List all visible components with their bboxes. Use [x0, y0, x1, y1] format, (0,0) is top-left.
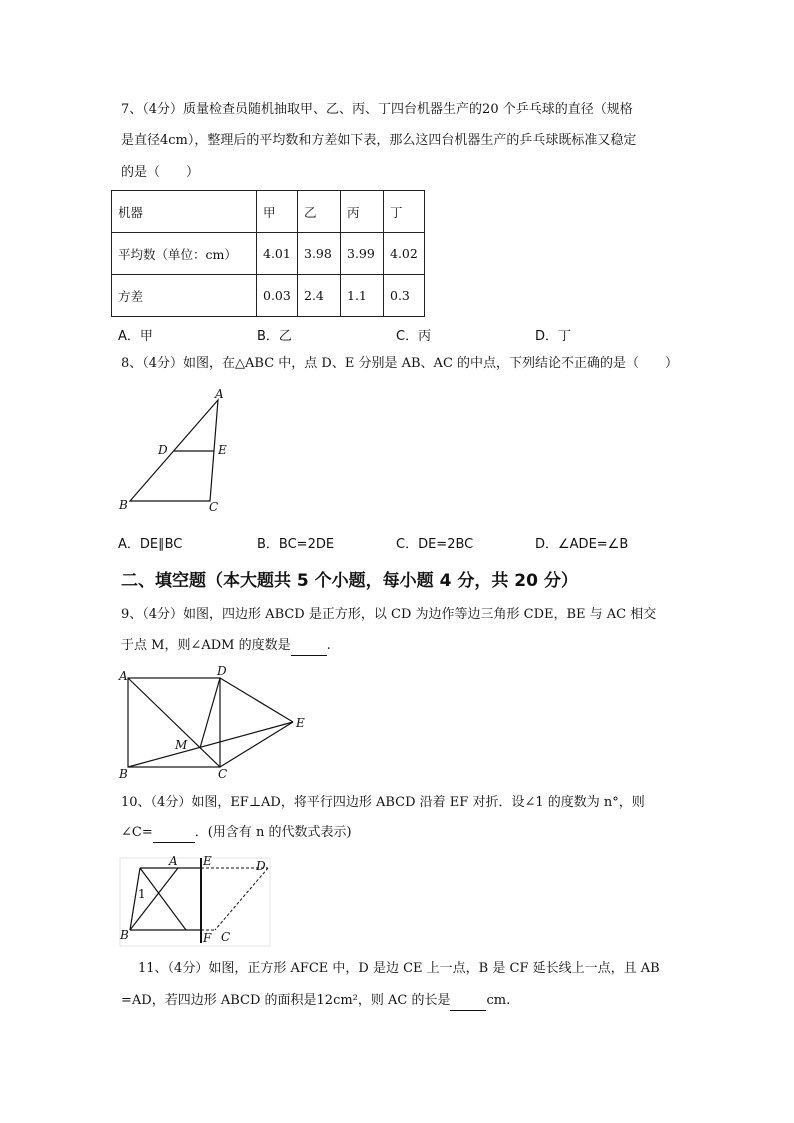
table-cell: 机器	[112, 191, 257, 233]
q7-text-line2: 是直径4cm），整理后的平均数和方差如下表，那么这四台机器生产的乒乓球既标准又稳定	[121, 133, 637, 148]
label-e: E	[218, 443, 227, 457]
table-cell: 方差	[112, 275, 257, 317]
table-cell: 3.99	[341, 233, 384, 275]
q9-text-line2	[121, 637, 331, 656]
q9-answer-blank[interactable]	[291, 637, 327, 656]
q11-text-line2	[121, 992, 510, 1011]
q8-option-a[interactable]: A．DE∥BC	[118, 537, 183, 552]
q9-text-line1: 9、（4分）如图，四边形 ABCD 是正方形，以 CD 为边作等边三角形 CDE，BE 与 AC 相交	[121, 607, 657, 622]
q7-text-line3: 的是（ ）	[121, 165, 200, 180]
q8-option-d[interactable]: D．∠ADE=∠B	[535, 537, 629, 552]
q8-text: 8、（4分）如图，在△ABC 中，点 D、E 分别是 AB、AC 的中点，下列结论不正确的是（ ）	[121, 356, 679, 371]
label-d: D	[158, 443, 168, 457]
table-cell: 1.1	[341, 275, 384, 317]
table-cell: 0.3	[384, 275, 425, 317]
q7-option-c[interactable]: C．丙	[396, 329, 432, 344]
table-cell: 甲	[257, 191, 298, 233]
table-cell: 0.03	[257, 275, 298, 317]
q9-text-before-blank: 于点 M，则∠ADM 的度数是	[121, 638, 291, 653]
q10-text-before-blank: ∠C=	[121, 825, 153, 840]
table-cell: 4.02	[384, 233, 425, 275]
q11-text-before-blank: =AD，若四边形 ABCD 的面积是12cm²，则 AC 的长是	[121, 993, 451, 1008]
q10-text-line1: 10、（4分）如图，EF⊥AD，将平行四边形 ABCD 沿着 EF 对折．设∠1 的度数为 n°，则	[121, 795, 645, 810]
label-d: D	[217, 664, 227, 678]
label-angle-1: 1	[138, 887, 146, 901]
label-a: A	[119, 669, 128, 683]
segment-ce	[220, 722, 293, 767]
q7-option-d[interactable]: D．丁	[535, 329, 572, 344]
label-a: A	[215, 387, 224, 401]
q10-text-after-blank: ．(用含有 n 的代数式表示)	[194, 825, 352, 840]
table-cell: 丁	[384, 191, 425, 233]
table-cell: 4.01	[257, 233, 298, 275]
segment-dm	[200, 678, 220, 748]
table-cell: 平均数（单位：cm）	[112, 233, 257, 275]
q9-text-after-blank: .	[326, 638, 331, 653]
label-e: E	[296, 716, 305, 730]
q7-option-b[interactable]: B．乙	[257, 329, 292, 344]
q10-text-line2	[121, 824, 352, 843]
label-e: E	[203, 854, 212, 868]
segment-de	[220, 678, 293, 722]
table-cell: 3.98	[298, 233, 341, 275]
label-c: C	[218, 767, 228, 781]
label-f: F	[203, 931, 212, 945]
label-c: C	[221, 930, 231, 944]
label-b: B	[119, 767, 128, 781]
label-a: A	[169, 854, 178, 868]
label-m: M	[175, 738, 188, 752]
table-cell: 2.4	[298, 275, 341, 317]
q7-option-a[interactable]: A．甲	[118, 329, 153, 344]
q11-answer-blank[interactable]	[450, 992, 486, 1011]
q10-answer-blank[interactable]	[153, 824, 195, 843]
q8-option-c[interactable]: C．DE=2BC	[396, 537, 474, 552]
label-d: D	[256, 859, 266, 873]
label-b: B	[120, 928, 129, 942]
table-cell: 丙	[341, 191, 384, 233]
q7-text-line1: 7、（4分）质量检查员随机抽取甲、乙、丙、丁四台机器生产的20 个乒乓球的直径（规格	[121, 102, 633, 117]
q8-figure	[118, 387, 227, 514]
q11-text-after-blank: cm.	[486, 993, 511, 1008]
q8-option-b[interactable]: B．BC=2DE	[257, 537, 335, 552]
label-c: C	[209, 500, 219, 514]
q10-parallelogram-figure	[119, 854, 270, 946]
table-cell: 乙	[298, 191, 341, 233]
diagonal-ac	[128, 678, 220, 767]
q11-text-line1: 11、（4分）如图，正方形 AFCE 中，D 是边 CE 上一点，B 是 CF 延长线上一点，且 AB	[138, 961, 660, 976]
segment-be	[128, 722, 293, 767]
label-b: B	[119, 498, 128, 512]
q9-square-figure	[118, 664, 305, 781]
section-title: 二、填空题（本大题共 5 个小题，每小题 4 分，共 20 分）	[121, 571, 578, 591]
